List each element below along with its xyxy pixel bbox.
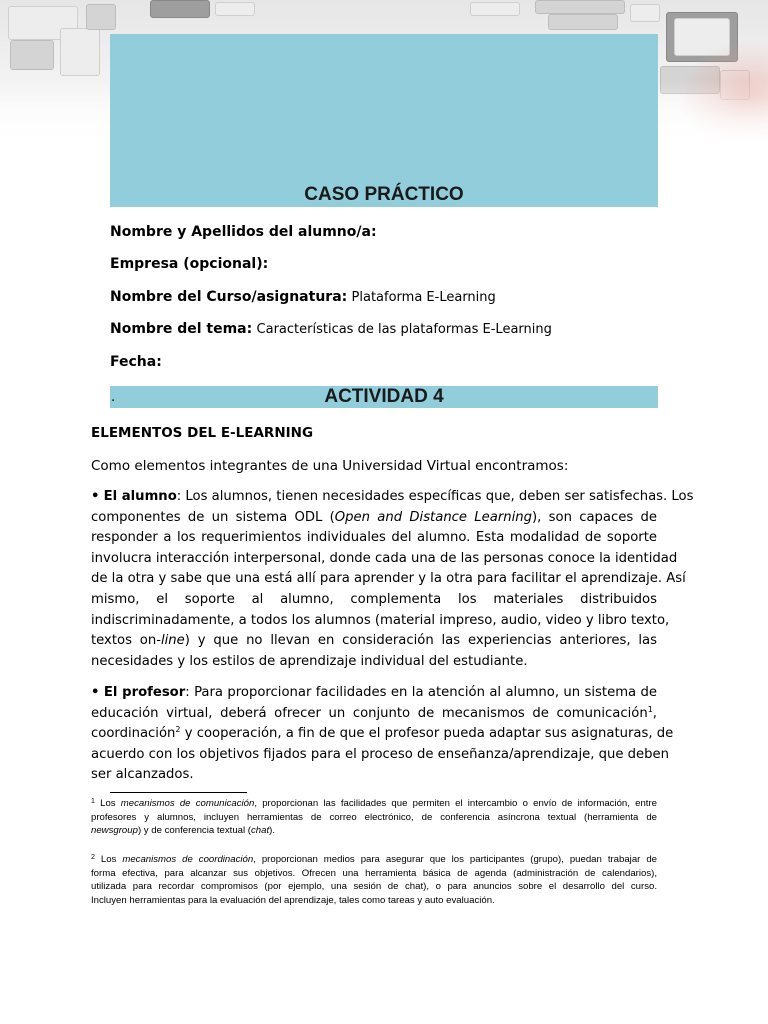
- paragraph-text: ) y que no llevan en consideración las experiencias anteriores, las: [184, 633, 657, 649]
- paragraph-text: y cooperación, a fin de que el profesor pueda adaptar sus asignaturas, de: [180, 726, 674, 742]
- topic-label: Nombre del tema:: [110, 321, 253, 337]
- paragraph-text: educación virtual, deberá ofrecer un conjunto de mecanismos de comunicación: [91, 705, 648, 721]
- course-label: Nombre del Curso/asignatura:: [110, 289, 348, 305]
- paragraph-line: [91, 487, 694, 508]
- footnote-text: ) y de conferencia textual (: [137, 825, 251, 836]
- paragraph-line: [91, 631, 657, 652]
- date-field: [110, 353, 162, 371]
- intro-text: Como elementos integrantes de una Universidad Virtual encontramos:: [91, 458, 569, 474]
- paragraph-text: textos on-: [91, 633, 161, 649]
- topic-value: Características de las plataformas E-Learning: [256, 322, 552, 337]
- paragraph-line: de la otra y sabe que una está allí para aprender y la otra para facilitar el aprendizaje. Así: [91, 571, 686, 587]
- page-title: CASO PRÁCTICO: [304, 184, 464, 205]
- section-heading: ELEMENTOS DEL E-LEARNING: [91, 425, 314, 441]
- footnote-text: , proporcionan medios para asegurar que los participantes (grupo), puedan trabajar de: [253, 854, 657, 865]
- paragraph-line: [91, 704, 657, 725]
- footnote-line: forma efectiva, para alcanzar sus objetivos. Ofrecen una herramienta básica de agenda (administración de calendarios),: [91, 867, 657, 879]
- profesor-paragraph: [91, 683, 674, 786]
- paragraph-text: ,: [652, 705, 657, 721]
- paragraph-text: : Los alumnos, tienen necesidades específicas que, deben ser satisfechas. Los: [176, 489, 694, 504]
- activity-dot: .: [111, 390, 116, 405]
- footnote-line: [91, 824, 657, 838]
- footnote-term: chat: [251, 825, 270, 836]
- paragraph-line: [91, 683, 657, 704]
- footnote-text: Los: [94, 798, 121, 809]
- date-label: Fecha:: [110, 354, 162, 370]
- alumno-term: El alumno: [103, 489, 177, 504]
- profesor-term: El profesor: [103, 685, 186, 700]
- paragraph-line: acuerdo con los objetivos fijados para el proceso de enseñanza/aprendizaje, que deben: [91, 746, 670, 762]
- course-value: Plataforma E-Learning: [351, 290, 496, 305]
- paragraph-line: responder a los requerimientos individuales del alumno. Esta modalidad de soporte: [91, 530, 657, 546]
- activity-title: ACTIVIDAD 4: [324, 386, 444, 407]
- footnote-separator: [110, 792, 247, 793]
- footnote-number: 1: [91, 798, 95, 805]
- student-name-label: Nombre y Apellidos del alumno/a:: [110, 224, 377, 240]
- footnote-text: , proporcionan las facilidades que permiten el intercambio o envío de información, entre: [254, 798, 657, 809]
- footnote-term: newsgroup: [91, 825, 138, 836]
- odl-term: Open and Distance Learning: [334, 509, 533, 525]
- online-term: line: [160, 633, 185, 649]
- company-label: Empresa (opcional):: [110, 256, 269, 272]
- footnote-number: 2: [91, 854, 95, 861]
- paragraph-line: [91, 724, 674, 745]
- paragraph-line: necesidades y los estilos de aprendizaje individual del estudiante.: [91, 653, 528, 669]
- alumno-paragraph: [91, 487, 694, 672]
- footnote-term: mecanismos de coordinación: [122, 854, 254, 865]
- footnote-2: [91, 853, 657, 907]
- paragraph-line: involucra interacción interpersonal, donde cada una de las personas conoce la identidad: [91, 550, 678, 566]
- footnote-1: [91, 797, 657, 838]
- company-field: [110, 255, 268, 273]
- topic-field: [110, 320, 552, 339]
- paragraph-text: : Para proporcionar facilidades en la atención al alumno, un sistema de: [185, 685, 658, 700]
- activity-bar: [110, 386, 658, 408]
- paragraph-line: mismo, el soporte al alumno, complementa los materiales distribuidos: [91, 591, 657, 607]
- footnote-line: Incluyen herramientas para la evaluación del aprendizaje, tales como tareas y auto evaluación.: [91, 894, 495, 906]
- paragraph-text: coordinación: [91, 726, 176, 742]
- paragraph-text: componentes de un sistema ODL (: [91, 509, 335, 525]
- paragraph-line: indiscriminadamente, a todos los alumnos (material impreso, audio, video y libro texto,: [91, 612, 670, 628]
- title-block: [110, 34, 658, 207]
- footnote-text: ).: [269, 825, 276, 836]
- footnote-line: profesores y alumnos, incluyen herramientas de correo electrónico, de conferencia asíncrona textual (herramienta de: [91, 811, 657, 823]
- footnote-line: utilizada para recordar compromisos (por ejemplo, una sesión de chat), o para anuncios sobre el desarrollo del curso.: [91, 881, 657, 892]
- footnote-text: Los: [94, 854, 123, 865]
- footnote-ref-2[interactable]: 2: [175, 725, 181, 735]
- bullet: •: [91, 685, 100, 700]
- footnote-ref-1[interactable]: 1: [647, 704, 653, 714]
- student-name-field: [110, 223, 377, 241]
- footnote-line: [91, 797, 657, 811]
- paragraph-line: [91, 508, 657, 529]
- bullet: •: [91, 489, 100, 504]
- footnote-term: mecanismos de comunicación: [120, 798, 255, 809]
- footnote-line: [91, 853, 657, 867]
- course-field: [110, 288, 496, 307]
- paragraph-text: ), son capaces de: [532, 509, 657, 525]
- paragraph-line: ser alcanzados.: [91, 767, 194, 783]
